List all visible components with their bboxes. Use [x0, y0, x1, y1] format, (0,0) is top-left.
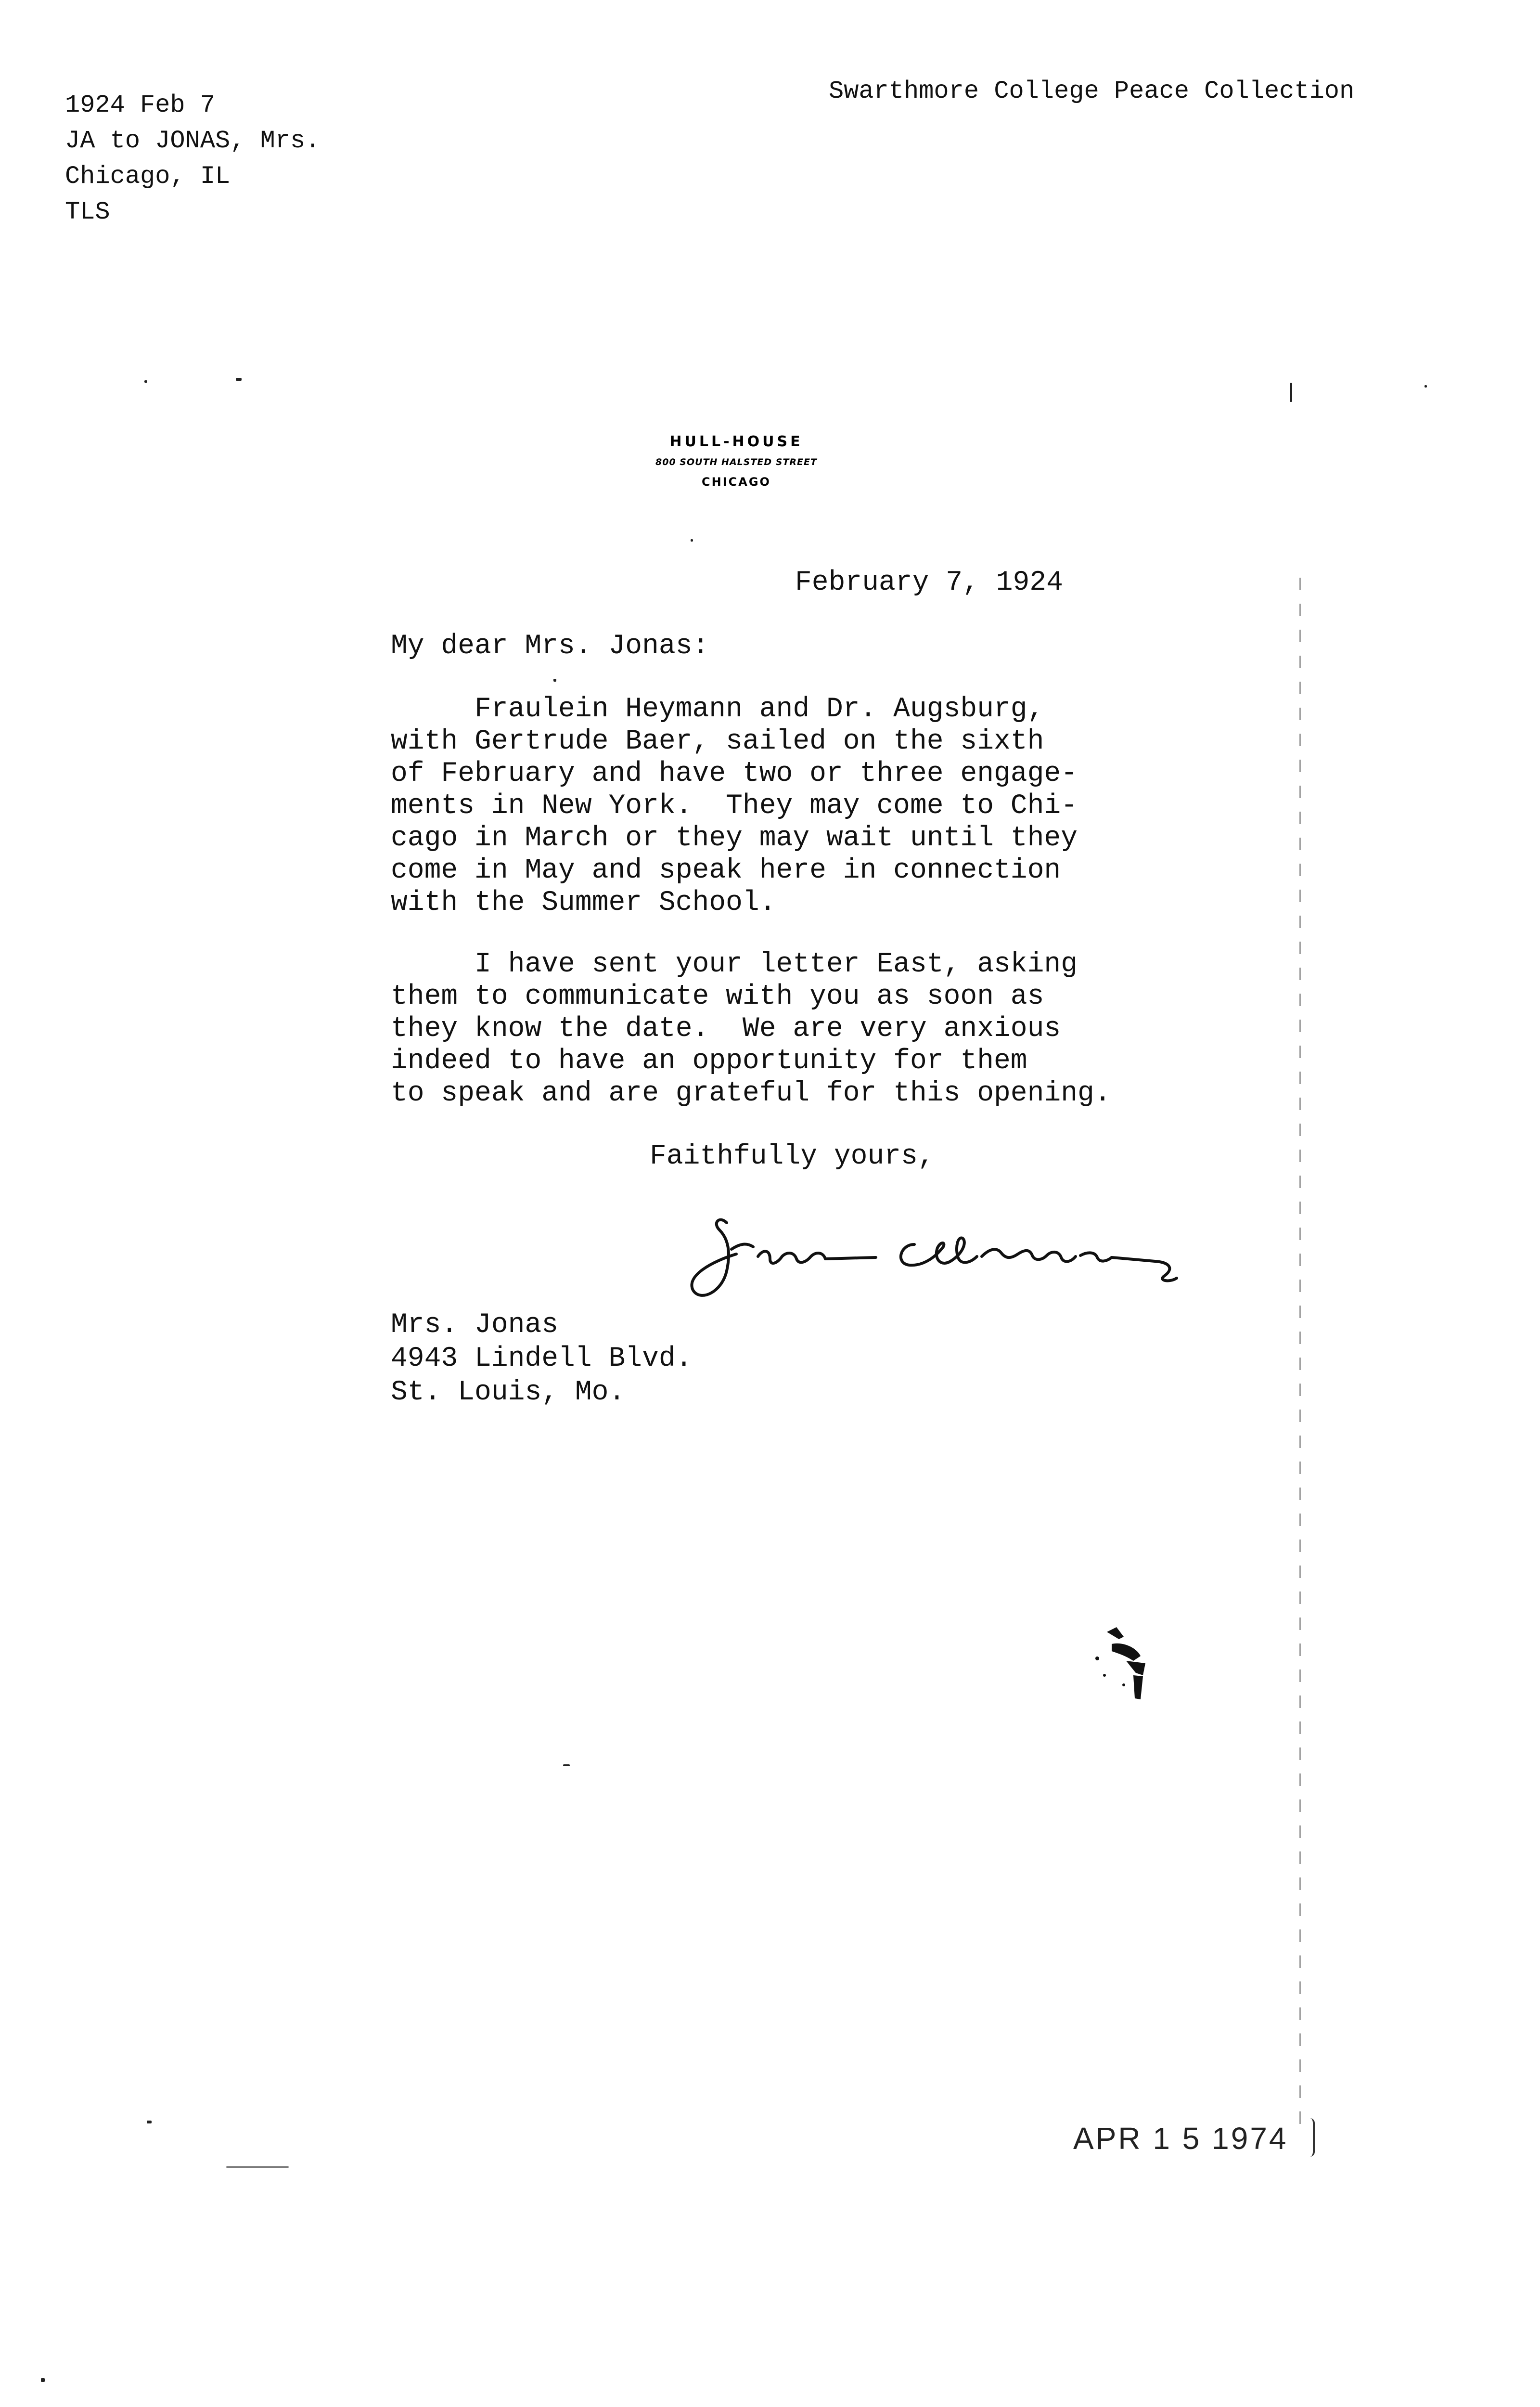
catalog-notation [65, 88, 321, 230]
recipient-address [391, 1308, 693, 1410]
catalog-correspondents: JA to JONAS, Mrs. [65, 127, 321, 155]
letter-date: February 7, 1924 [795, 567, 1063, 598]
scan-speck [553, 679, 556, 682]
paragraph-1 [391, 693, 1078, 919]
ink-stamp-mark [1078, 1622, 1174, 1733]
scan-edge-line [1299, 578, 1301, 2128]
recipient-street: 4943 Lindell Blvd. [391, 1343, 693, 1374]
paragraph-2 [391, 948, 1111, 1110]
catalog-type: TLS [65, 198, 110, 226]
scan-speck [144, 380, 147, 383]
paragraph-line: cago in March or they may wait until they [391, 823, 1078, 854]
received-date-stamp: APR 1 5 1974 [1073, 2121, 1288, 2156]
catalog-place: Chicago, IL [65, 162, 231, 191]
paragraph-line: they know the date. We are very anxious [391, 1013, 1061, 1045]
salutation: My dear Mrs. Jonas: [391, 631, 709, 662]
recipient-name: Mrs. Jonas [391, 1309, 559, 1341]
paragraph-line: to speak and are grateful for this opening. [391, 1078, 1111, 1109]
paragraph-line: I have sent your letter East, asking [391, 949, 1078, 980]
scan-speck [1424, 385, 1427, 388]
letterhead-name: HULL-HOUSE [669, 433, 803, 450]
closing: Faithfully yours, [650, 1141, 935, 1172]
scan-edge-bracket [1310, 2118, 1315, 2157]
scan-speck [1290, 383, 1292, 402]
scan-speck [236, 378, 242, 381]
paragraph-line: with Gertrude Baer, sailed on the sixth [391, 726, 1044, 757]
scan-speck [41, 2378, 45, 2382]
paragraph-line: them to communicate with you as soon as [391, 981, 1044, 1012]
paragraph-line: Fraulein Heymann and Dr. Augsburg, [391, 694, 1044, 725]
scan-speck [563, 1764, 570, 1766]
paragraph-line: with the Summer School. [391, 887, 776, 919]
letterhead-city: CHICAGO [702, 475, 771, 489]
recipient-city: St. Louis, Mo. [391, 1377, 626, 1408]
paragraph-line: ments in New York. They may come to Chi- [391, 790, 1078, 822]
scan-speck [226, 2166, 289, 2168]
archive-header: Swarthmore College Peace Collection [829, 77, 1355, 105]
letterhead [568, 433, 905, 489]
handwritten-signature [674, 1204, 1251, 1314]
catalog-date: 1924 Feb 7 [65, 91, 216, 119]
paragraph-line: of February and have two or three engage- [391, 758, 1078, 789]
paragraph-line: indeed to have an opportunity for them [391, 1046, 1027, 1077]
scan-speck [147, 2121, 152, 2123]
scan-speck [691, 539, 693, 542]
letterhead-street: 800 SOUTH HALSTED STREET [655, 457, 817, 467]
paragraph-line: come in May and speak here in connection [391, 855, 1061, 886]
